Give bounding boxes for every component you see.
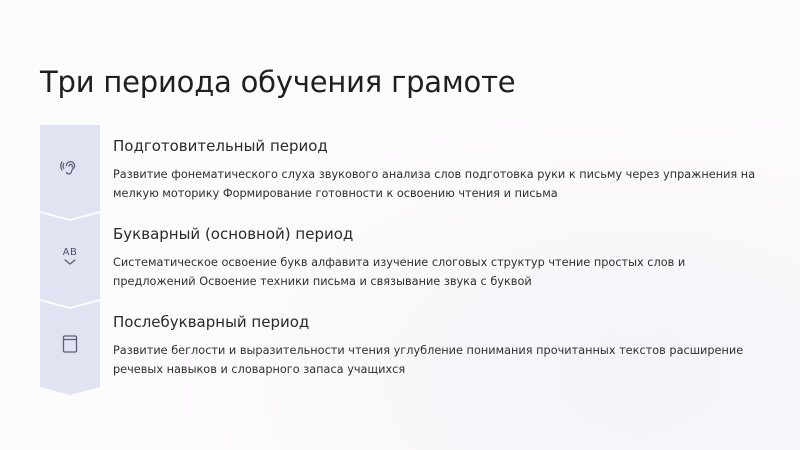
step-description: Развитие фонематического слуха звукового анализа слов подготовка руки к письму через упражнения на мелкую моторику Формирование готовности к освоению чтения и письма: [113, 168, 756, 200]
ear-icon: [58, 156, 82, 180]
ab-letters-label: AB: [62, 247, 78, 258]
ab-letters-icon: [58, 244, 82, 268]
step-primer: [40, 213, 760, 303]
step-title: Послебукварный период: [113, 313, 310, 331]
slide-title: Три периода обучения грамоте: [40, 65, 516, 99]
step-title: Подготовительный период: [113, 137, 328, 155]
step-description: Развитие беглости и выразительности чтения углубление понимания прочитанных текстов расширение речевых навыков и словарного запаса учащихся: [113, 344, 744, 376]
step-preparatory: [40, 125, 760, 215]
step-title: Букварный (основной) период: [113, 225, 354, 243]
book-icon: [58, 332, 82, 356]
step-post-primer: [40, 301, 760, 391]
step-description: Систематическое освоение букв алфавита изучение слоговых структур чтение простых слов и предложений Освоение техники письма и связывание звука с буквой: [113, 256, 686, 288]
